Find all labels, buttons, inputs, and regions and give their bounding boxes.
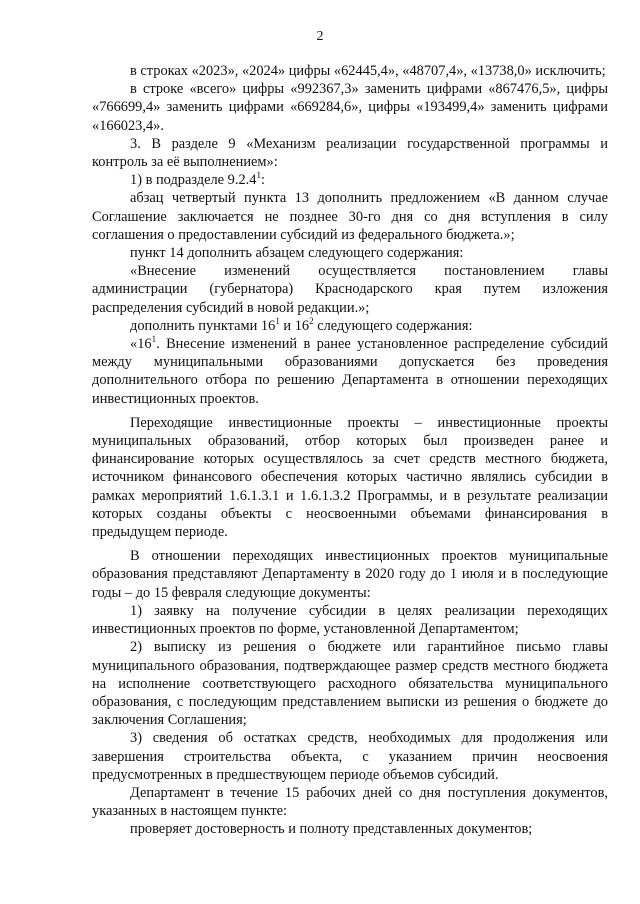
paragraph: 3) сведения об остатках средств, необходимых для продолжения или завершения строительства объекта, с указанием причин неосвоения предусмотренных в предшествующем периоде объемов субсидий. [92, 730, 608, 783]
superscript: 1 [151, 334, 157, 345]
superscript: 1 [256, 170, 261, 181]
paragraph: абзац четвертый пункта 13 дополнить предложением «В данном случае Соглашение заключается не позднее 30-го дня со дня вступления в силу соглашения о предоставлении субсидий из федерального бюджета.»; [92, 190, 608, 243]
paragraph-text: следующего содержания: [313, 317, 473, 334]
paragraph: в строке «всего» цифры «992367,3» заменить цифрами «867476,5», цифры «766699,4» заменить цифрами «669284,6», цифры «193499,4» заменить цифрами «166023,4». [92, 81, 608, 134]
paragraph: пункт 14 дополнить абзацем следующего содержания: [130, 245, 464, 262]
paragraph-text: «16 [130, 336, 152, 353]
paragraph-text: : [260, 172, 265, 189]
paragraph: в строках «2023», «2024» цифры «62445,4», «48707,4», «13738,0» исключить; [130, 63, 606, 79]
page-number: 2 [316, 29, 324, 44]
paragraph [92, 317, 608, 335]
paragraph: В отношении переходящих инвестиционных проектов муниципальные образования представляют Департаменту в 2020 году до 1 июля и в последующие годы – до 15 февраля следующие документы: [92, 548, 608, 601]
paragraph [92, 171, 608, 189]
superscript: 1 [275, 316, 280, 327]
paragraph: Департамент в течение 15 рабочих дней со дня поступления документов, указанных в настоящем пункте: [92, 784, 608, 820]
paragraph [92, 335, 608, 408]
paragraph-text: дополнить пунктами 16 [130, 317, 276, 334]
paragraph: 1) заявку на получение субсидии в целях реализации переходящих инвестиционных проектов по форме, установленной Департаментом; [92, 602, 608, 638]
paragraph-text: . Внесение изменений в ранее установленное распределение субсидий между муниципальными образованиями допускается без проведения дополнительного отбора по решению Департамента в отношении переходящих инвестиционных проектов. [92, 336, 608, 407]
paragraph-text: и 16 [279, 317, 310, 334]
paragraph: проверяет достоверность и полноту представленных документов; [130, 821, 533, 838]
paragraph: 2) выписку из решения о бюджете или гарантийное письмо главы муниципального образования, подтверждающее размер средств местного бюджета на исполнение соответствующего расходного обязательства муниципального образования, с последующим представлением выписки из решения о бюджете до заключения Соглашения; [92, 639, 608, 729]
paragraph-text: 1) в подразделе 9.2.4 [130, 172, 257, 189]
paragraph: Переходящие инвестиционные проекты – инвестиционные проекты муниципальных образований, отбор которых был произведен ранее и финансирование которых осуществлялось за счет средств местного бюджета, источником финансового обеспечения которых частично являлись субсидии в рамках мероприятий 1.6.1.3.1 и 1.6.1.3.2 Программы, и в результате реализации которых созданы объекты с неосвоенными объемами финансирования в предыдущем периоде. [92, 414, 608, 541]
superscript: 2 [309, 316, 314, 327]
paragraph: «Внесение изменений осуществляется постановлением главы администрации (губернатора) Краснодарского края путем изложения распределения субсидий в новой редакции.»; [92, 263, 608, 316]
paragraph: 3. В разделе 9 «Механизм реализации государственной программы и контроль за её выполнением»: [92, 135, 608, 171]
document-body [92, 62, 608, 839]
